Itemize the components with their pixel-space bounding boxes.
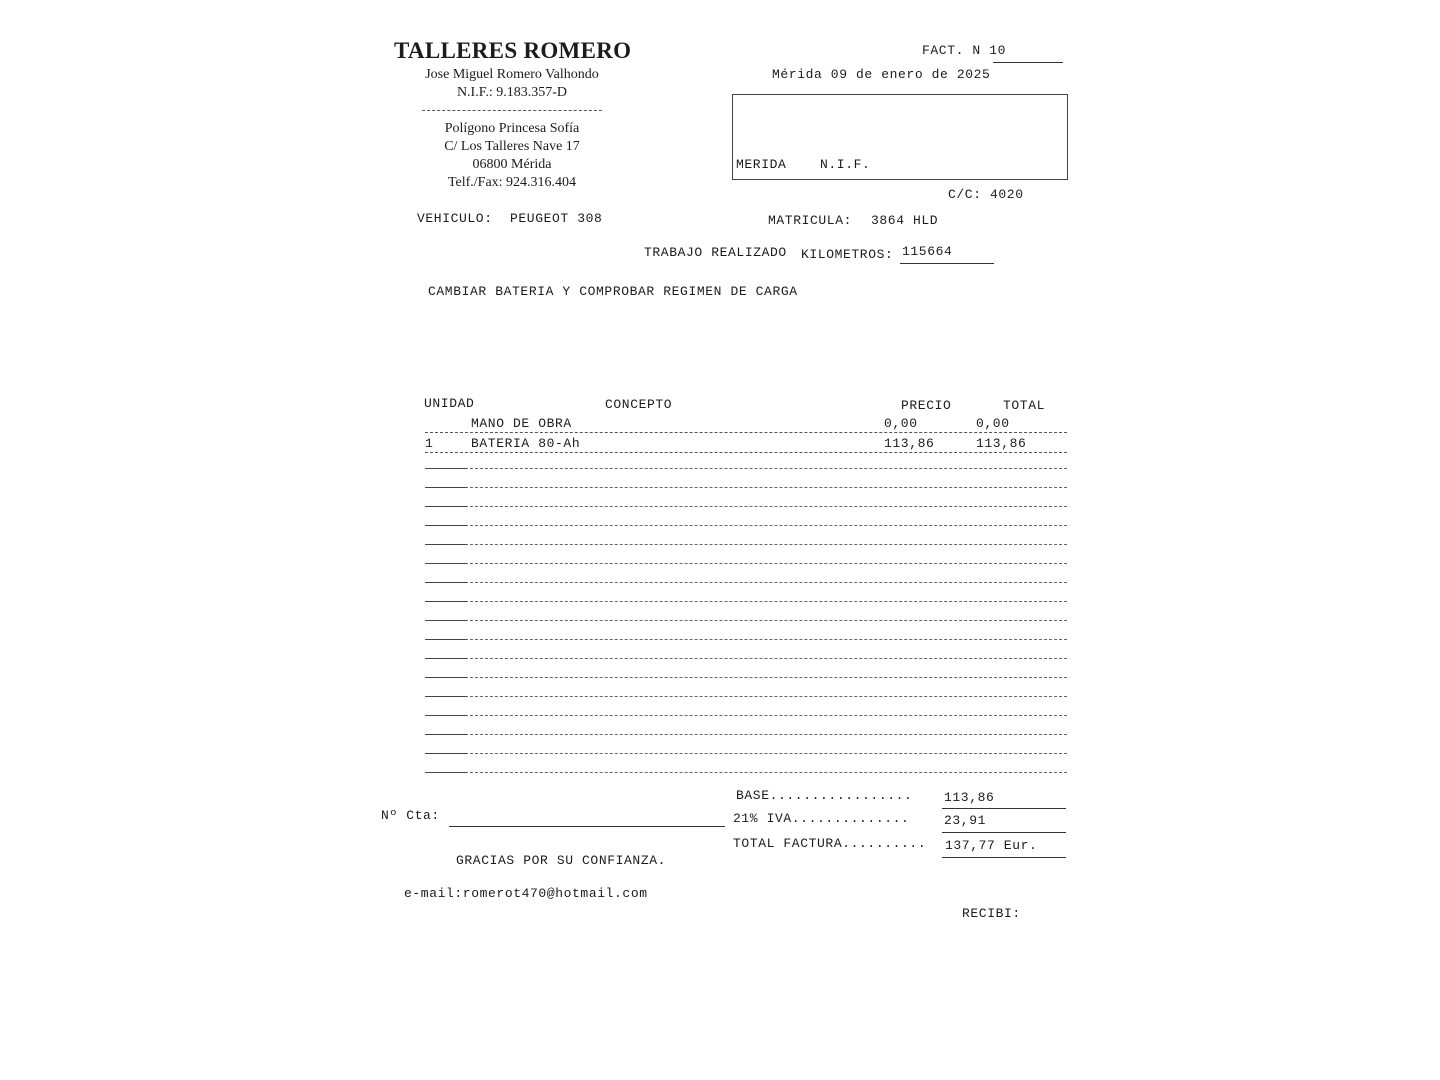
iva-underline bbox=[942, 832, 1066, 833]
table-row bbox=[425, 436, 1067, 453]
kilometers-label: KILOMETROS: bbox=[801, 247, 894, 262]
row-total: 0,00 bbox=[976, 416, 1010, 431]
empty-ruled-line bbox=[425, 525, 1067, 526]
empty-ruled-line bbox=[425, 487, 1067, 488]
base-value: 113,86 bbox=[944, 790, 995, 805]
company-nif: N.I.F.: 9.183.357-D bbox=[456, 85, 568, 100]
empty-ruled-line bbox=[425, 639, 1067, 640]
empty-ruled-line bbox=[425, 772, 1067, 773]
vehicle-value: PEUGEOT 308 bbox=[510, 211, 603, 226]
company-address-line-2: C/ Los Talleres Nave 17 bbox=[444, 139, 580, 154]
total-underline bbox=[942, 857, 1066, 858]
work-description: CAMBIAR BATERIA Y COMPROBAR REGIMEN DE CARGA bbox=[428, 284, 798, 299]
thanks-message: GRACIAS POR SU CONFIANZA. bbox=[456, 853, 667, 868]
empty-ruled-line bbox=[425, 506, 1067, 507]
invoice-date: Mérida 09 de enero de 2025 bbox=[772, 67, 991, 82]
kilometers-value: 115664 bbox=[902, 244, 953, 259]
base-label: BASE................. bbox=[736, 788, 913, 803]
iva-value: 23,91 bbox=[944, 813, 987, 828]
plate-value: 3864 HLD bbox=[871, 213, 939, 228]
received-label: RECIBI: bbox=[962, 906, 1021, 921]
company-address-line-3: 06800 Mérida bbox=[472, 157, 552, 172]
account-label: Nº Cta: bbox=[381, 808, 440, 823]
header-price: PRECIO bbox=[901, 398, 952, 413]
header-total: TOTAL bbox=[1003, 398, 1046, 413]
row-total: 113,86 bbox=[976, 436, 1027, 451]
header-unit: UNIDAD bbox=[424, 396, 475, 411]
row-unit: 1 bbox=[425, 436, 434, 451]
vehicle-label: VEHICULO: bbox=[417, 211, 493, 226]
plate-label: MATRICULA: bbox=[768, 213, 853, 228]
header-concept: CONCEPTO bbox=[605, 397, 673, 412]
total-label: TOTAL FACTURA.......... bbox=[733, 836, 927, 851]
row-concept: BATERIA 80-Ah bbox=[471, 436, 581, 451]
empty-ruled-line bbox=[425, 753, 1067, 754]
base-underline bbox=[942, 808, 1066, 809]
empty-ruled-line bbox=[425, 544, 1067, 545]
client-city: MERIDA bbox=[736, 157, 787, 172]
table-row bbox=[425, 416, 1067, 433]
company-name: TALLERES ROMERO bbox=[394, 38, 632, 63]
empty-ruled-line bbox=[425, 677, 1067, 678]
company-owner: Jose Miguel Romero Valhondo bbox=[425, 67, 599, 82]
row-price: 0,00 bbox=[884, 416, 918, 431]
iva-label: 21% IVA.............. bbox=[733, 811, 910, 826]
row-price: 113,86 bbox=[884, 436, 935, 451]
company-phone: Telf./Fax: 924.316.404 bbox=[447, 175, 577, 190]
empty-ruled-line bbox=[425, 696, 1067, 697]
empty-ruled-line bbox=[425, 715, 1067, 716]
work-done-label: TRABAJO REALIZADO bbox=[644, 245, 787, 260]
empty-ruled-line bbox=[425, 658, 1067, 659]
client-code: C/C: 4020 bbox=[948, 187, 1024, 202]
email: e-mail:romerot470@hotmail.com bbox=[404, 886, 648, 901]
empty-ruled-line bbox=[425, 582, 1067, 583]
empty-ruled-line bbox=[425, 468, 1067, 469]
empty-ruled-line bbox=[425, 734, 1067, 735]
total-value: 137,77 Eur. bbox=[945, 838, 1038, 853]
empty-ruled-line bbox=[425, 601, 1067, 602]
empty-ruled-line bbox=[425, 563, 1067, 564]
client-nif-label: N.I.F. bbox=[820, 157, 871, 172]
header-divider bbox=[422, 110, 602, 111]
invoice-number-underline bbox=[993, 62, 1063, 63]
company-address-line-1: Polígono Princesa Sofía bbox=[444, 121, 580, 136]
kilometers-underline bbox=[900, 263, 994, 264]
row-concept: MANO DE OBRA bbox=[471, 416, 572, 431]
invoice-number: FACT. N 10 bbox=[922, 43, 1007, 58]
account-line bbox=[449, 826, 725, 827]
empty-ruled-line bbox=[425, 620, 1067, 621]
